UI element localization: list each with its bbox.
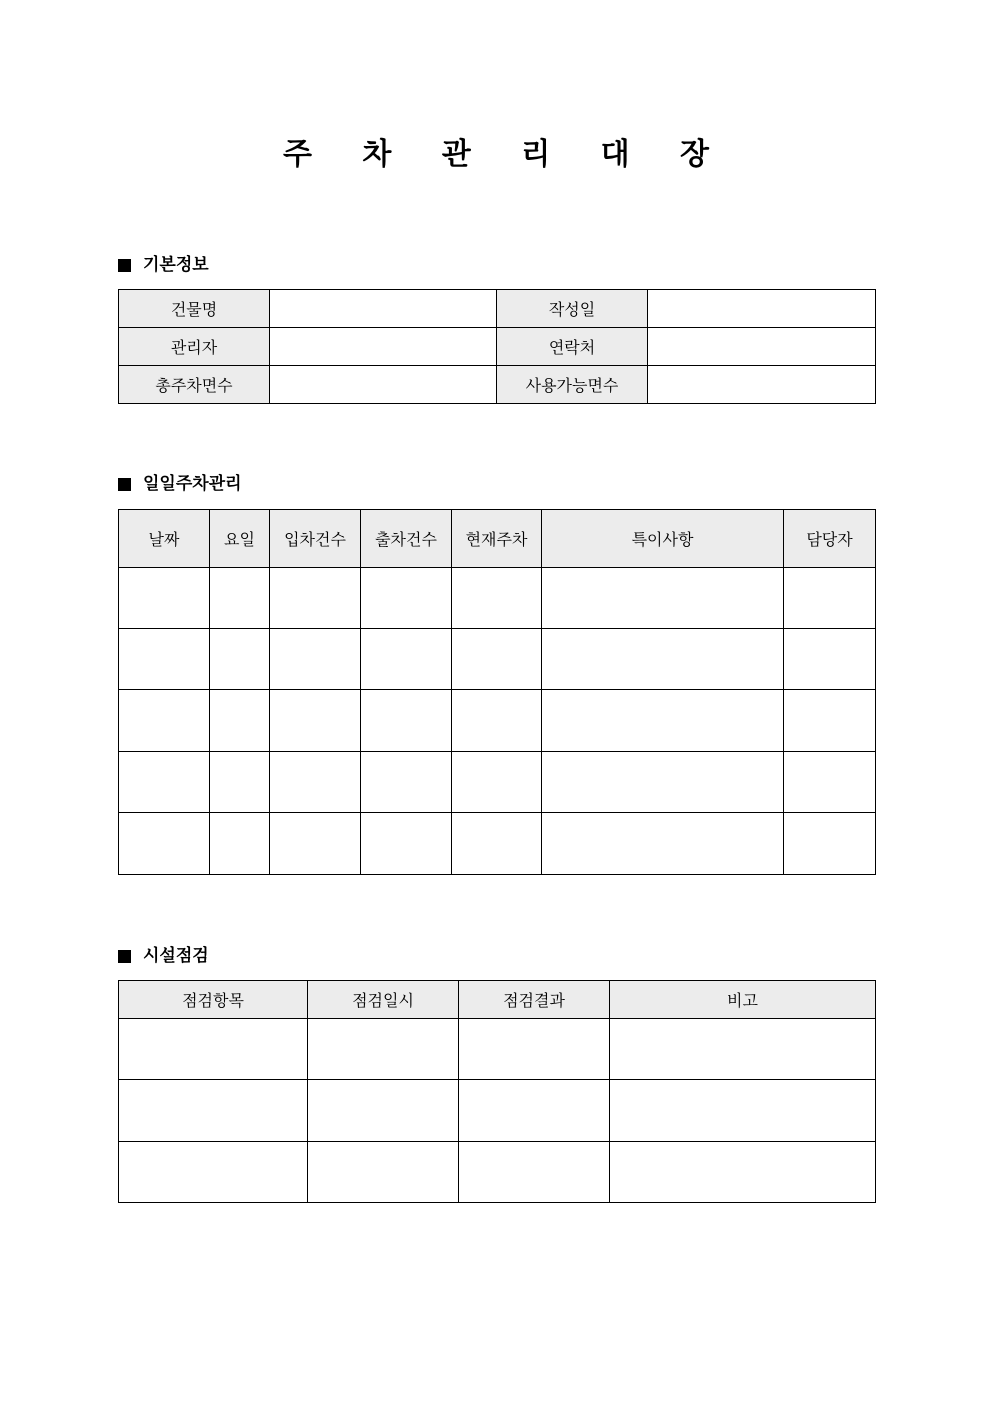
table-row — [119, 1142, 876, 1203]
header-check-result: 점검결과 — [459, 981, 610, 1019]
table-header-row — [119, 510, 876, 568]
total-spaces-field[interactable] — [270, 366, 497, 404]
check-result-cell[interactable] — [459, 1019, 610, 1080]
remarks-cell[interactable] — [542, 752, 784, 813]
exits-cell[interactable] — [361, 690, 452, 752]
check-datetime-cell[interactable] — [308, 1142, 459, 1203]
date-cell[interactable] — [119, 690, 210, 752]
weekday-cell[interactable] — [210, 568, 270, 629]
table-row — [119, 690, 876, 752]
basic-info-table — [118, 289, 876, 404]
contact-field[interactable] — [648, 328, 876, 366]
person-in-charge-cell[interactable] — [784, 752, 876, 813]
table-header-row — [119, 981, 876, 1019]
date-cell[interactable] — [119, 752, 210, 813]
table-row — [119, 813, 876, 875]
header-current-parked: 현재주차 — [452, 510, 542, 568]
remarks-cell[interactable] — [542, 629, 784, 690]
section-label: 기본정보 — [143, 255, 209, 275]
table-row — [119, 1080, 876, 1142]
entries-cell[interactable] — [270, 629, 361, 690]
header-weekday: 요일 — [210, 510, 270, 568]
person-in-charge-cell[interactable] — [784, 568, 876, 629]
remarks-cell[interactable] — [542, 568, 784, 629]
section-label: 시설점검 — [143, 946, 209, 966]
exits-cell[interactable] — [361, 629, 452, 690]
header-date: 날짜 — [119, 510, 210, 568]
label-available-spaces: 사용가능면수 — [497, 366, 648, 404]
square-bullet-icon — [118, 259, 131, 272]
manager-field[interactable] — [270, 328, 497, 366]
note-cell[interactable] — [610, 1019, 876, 1080]
label-written-date: 작성일 — [497, 290, 648, 328]
person-in-charge-cell[interactable] — [784, 813, 876, 875]
table-row — [119, 752, 876, 813]
check-result-cell[interactable] — [459, 1142, 610, 1203]
header-exits: 출차건수 — [361, 510, 452, 568]
current-parked-cell[interactable] — [452, 690, 542, 752]
section-title-daily-parking — [118, 471, 242, 497]
check-datetime-cell[interactable] — [308, 1080, 459, 1142]
entries-cell[interactable] — [270, 752, 361, 813]
label-contact: 연락처 — [497, 328, 648, 366]
header-remarks: 특이사항 — [542, 510, 784, 568]
building-name-field[interactable] — [270, 290, 497, 328]
written-date-field[interactable] — [648, 290, 876, 328]
table-row — [119, 328, 876, 366]
exits-cell[interactable] — [361, 752, 452, 813]
header-note: 비고 — [610, 981, 876, 1019]
date-cell[interactable] — [119, 629, 210, 690]
label-building-name: 건물명 — [119, 290, 270, 328]
header-person-in-charge: 담당자 — [784, 510, 876, 568]
page-title: 주 차 관 리 대 장 — [282, 137, 730, 172]
header-entries: 입차건수 — [270, 510, 361, 568]
weekday-cell[interactable] — [210, 629, 270, 690]
table-row — [119, 290, 876, 328]
table-row — [119, 629, 876, 690]
person-in-charge-cell[interactable] — [784, 690, 876, 752]
current-parked-cell[interactable] — [452, 752, 542, 813]
note-cell[interactable] — [610, 1080, 876, 1142]
current-parked-cell[interactable] — [452, 568, 542, 629]
header-check-item: 점검항목 — [119, 981, 308, 1019]
weekday-cell[interactable] — [210, 690, 270, 752]
check-result-cell[interactable] — [459, 1080, 610, 1142]
remarks-cell[interactable] — [542, 813, 784, 875]
note-cell[interactable] — [610, 1142, 876, 1203]
header-check-datetime: 점검일시 — [308, 981, 459, 1019]
section-title-facility-check — [118, 943, 209, 969]
daily-parking-table — [118, 509, 876, 875]
date-cell[interactable] — [119, 568, 210, 629]
check-item-cell[interactable] — [119, 1019, 308, 1080]
table-row — [119, 366, 876, 404]
weekday-cell[interactable] — [210, 813, 270, 875]
current-parked-cell[interactable] — [452, 629, 542, 690]
exits-cell[interactable] — [361, 568, 452, 629]
entries-cell[interactable] — [270, 690, 361, 752]
check-datetime-cell[interactable] — [308, 1019, 459, 1080]
person-in-charge-cell[interactable] — [784, 629, 876, 690]
square-bullet-icon — [118, 950, 131, 963]
available-spaces-field[interactable] — [648, 366, 876, 404]
weekday-cell[interactable] — [210, 752, 270, 813]
label-total-spaces: 총주차면수 — [119, 366, 270, 404]
remarks-cell[interactable] — [542, 690, 784, 752]
entries-cell[interactable] — [270, 813, 361, 875]
facility-check-table — [118, 980, 876, 1203]
check-item-cell[interactable] — [119, 1142, 308, 1203]
date-cell[interactable] — [119, 813, 210, 875]
check-item-cell[interactable] — [119, 1080, 308, 1142]
section-label: 일일주차관리 — [143, 474, 242, 494]
entries-cell[interactable] — [270, 568, 361, 629]
label-manager: 관리자 — [119, 328, 270, 366]
exits-cell[interactable] — [361, 813, 452, 875]
square-bullet-icon — [118, 478, 131, 491]
current-parked-cell[interactable] — [452, 813, 542, 875]
table-row — [119, 1019, 876, 1080]
section-title-basic-info — [118, 252, 209, 278]
table-row — [119, 568, 876, 629]
